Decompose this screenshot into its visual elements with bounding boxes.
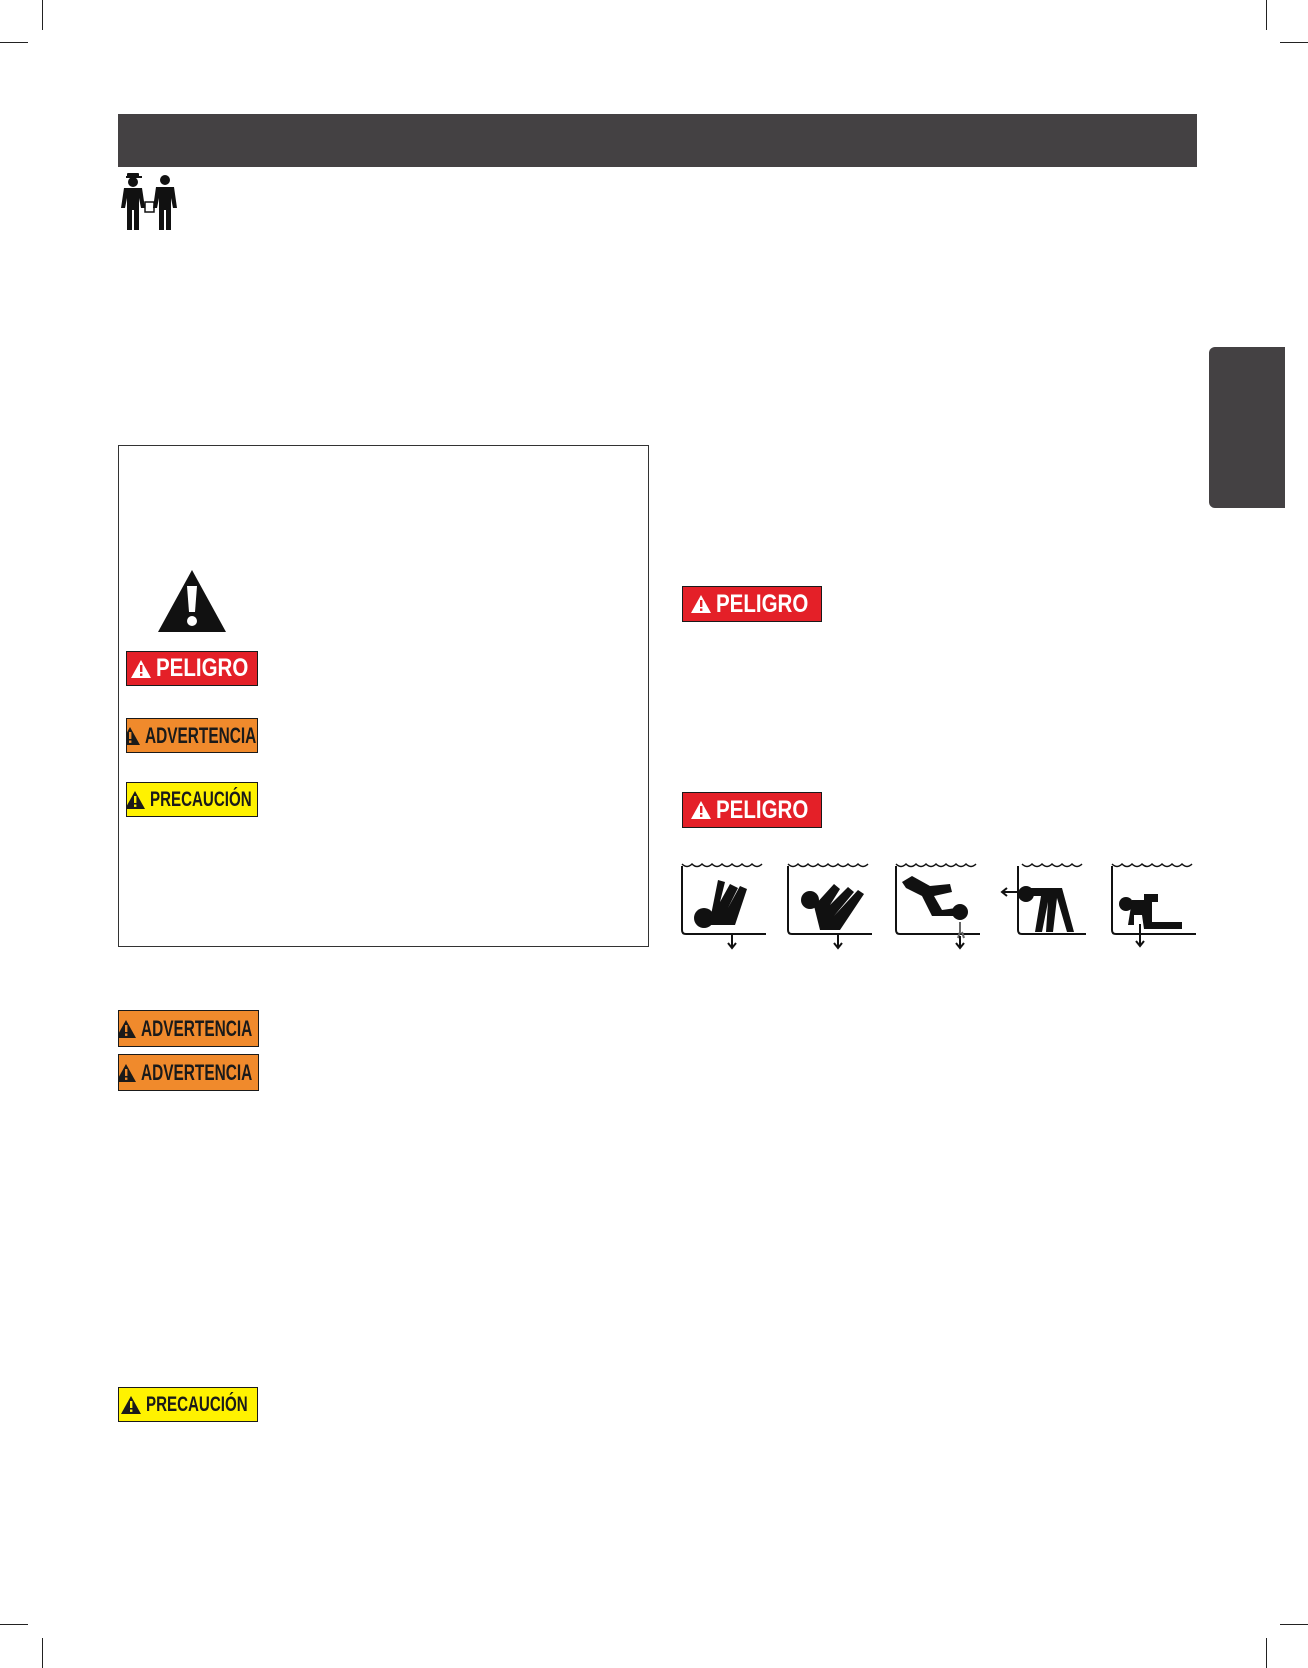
crop-mark-bottom-left-h bbox=[0, 1624, 28, 1625]
warning-triangle-icon bbox=[126, 790, 146, 810]
warning-triangle-icon bbox=[118, 1063, 137, 1083]
warning-sign bbox=[118, 1010, 259, 1047]
warning-triangle-icon bbox=[118, 1019, 137, 1039]
diving-injury-icon bbox=[680, 860, 768, 952]
crop-mark-bottom-left-v bbox=[42, 1638, 43, 1668]
crop-mark-top-right-h bbox=[1280, 42, 1308, 43]
crop-mark-top-left-h bbox=[0, 42, 28, 43]
warning-sign-label: ADVERTENCIA bbox=[144, 722, 256, 748]
warning-triangle-icon bbox=[126, 726, 141, 746]
warning-triangle-icon bbox=[130, 659, 152, 679]
warning-triangle-icon bbox=[690, 800, 712, 820]
crop-mark-bottom-right-v bbox=[1266, 1638, 1267, 1668]
exclamation-triangle-icon bbox=[156, 568, 228, 634]
caution-sign-label: PRECAUCIÓN bbox=[150, 787, 253, 811]
warning-sign bbox=[118, 1054, 259, 1091]
warning-triangle-icon bbox=[690, 594, 712, 614]
danger-sign bbox=[682, 792, 822, 828]
warning-sign bbox=[126, 718, 258, 753]
entrapment-icon bbox=[1000, 860, 1088, 952]
section-header-bar bbox=[118, 114, 1197, 167]
section-side-tab bbox=[1209, 347, 1285, 508]
danger-sign bbox=[126, 651, 258, 686]
warning-sign-label: ADVERTENCIA bbox=[141, 1059, 253, 1085]
caution-sign bbox=[118, 1387, 258, 1422]
danger-sign-label: PELIGRO bbox=[715, 795, 808, 824]
caution-sign bbox=[126, 782, 258, 817]
caution-sign-label: PRECAUCIÓN bbox=[146, 1392, 249, 1416]
diving-injury-icon bbox=[786, 860, 874, 952]
crop-mark-top-left-v bbox=[42, 0, 43, 30]
diving-injury-icon bbox=[894, 860, 982, 952]
danger-sign-label: PELIGRO bbox=[715, 589, 808, 618]
safety-legend-box bbox=[118, 445, 649, 947]
crop-mark-bottom-right-h bbox=[1280, 1624, 1308, 1625]
danger-sign bbox=[682, 586, 822, 622]
danger-sign-label: PELIGRO bbox=[155, 654, 248, 682]
crop-mark-top-right-v bbox=[1266, 0, 1267, 30]
warning-triangle-icon bbox=[120, 1395, 142, 1415]
two-people-icon bbox=[118, 172, 180, 232]
warning-sign-label: ADVERTENCIA bbox=[141, 1015, 253, 1041]
entrapment-icon bbox=[1110, 860, 1198, 952]
